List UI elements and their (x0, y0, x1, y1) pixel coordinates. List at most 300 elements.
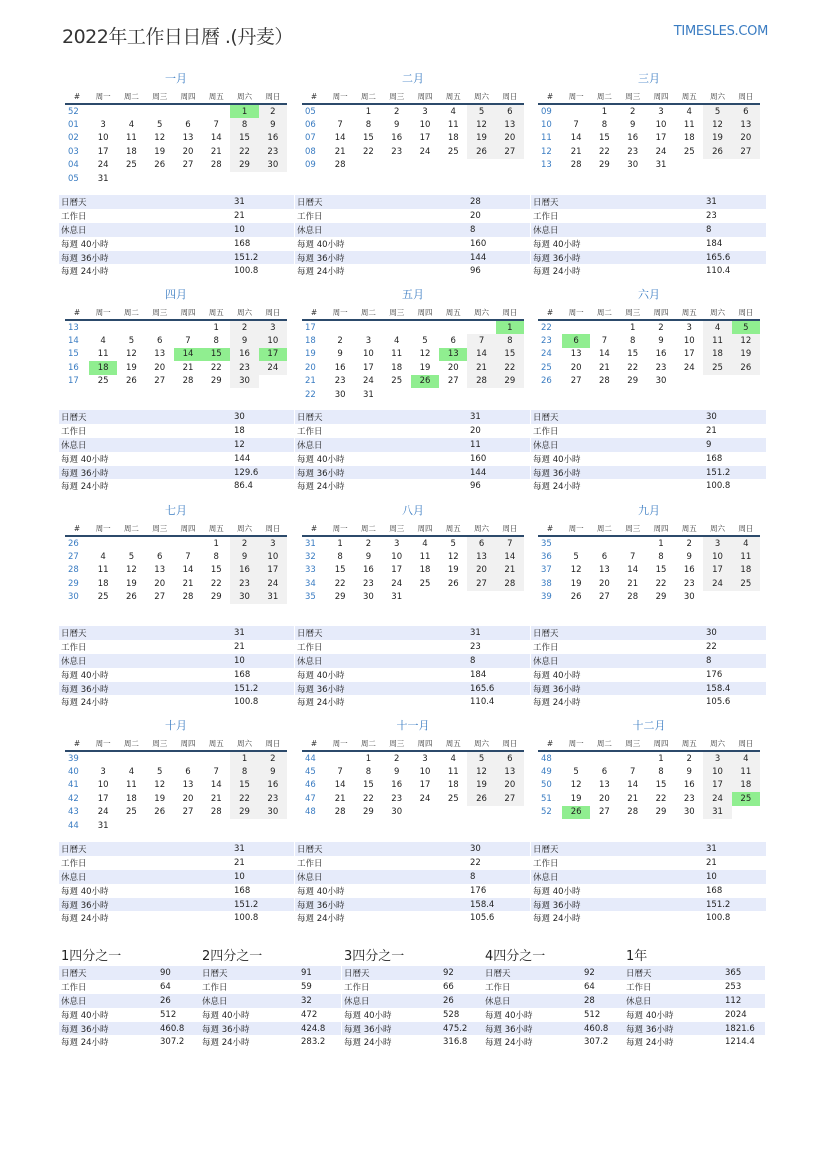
week-number: 40 (68, 767, 79, 778)
day-cell (562, 536, 590, 550)
week-number: 42 (68, 793, 79, 804)
week-row (538, 348, 760, 361)
weekday-header: 周六 (467, 737, 495, 751)
day-cell: 4 (100, 336, 106, 347)
day-cell (732, 591, 760, 604)
weekday-header: 周一 (89, 306, 117, 320)
day-cell (675, 159, 703, 172)
day-cell: 2 (365, 538, 372, 549)
stat-value: 10 (704, 870, 766, 884)
day-cell (703, 159, 731, 172)
day-cell: 10 (419, 767, 431, 778)
stat-label: 每週 24小時 (485, 1038, 533, 1049)
day-cell: 17 (703, 564, 731, 577)
day-cell: 21 (334, 146, 346, 157)
stat-value: 22 (470, 857, 481, 868)
day-cell: 13 (467, 550, 495, 563)
weekday-header: 周日 (732, 737, 760, 751)
day-cell (259, 375, 287, 388)
week-row (538, 550, 760, 563)
day-cell: 1 (629, 322, 636, 333)
stat-value: 23 (706, 210, 717, 221)
stat-value: 8 (704, 654, 766, 668)
stat-value: 283.2 (301, 1037, 326, 1048)
day-cell: 23 (230, 361, 258, 374)
day-cell (467, 591, 495, 604)
weekday-header: 周一 (562, 90, 590, 104)
weekday-header: 周二 (117, 306, 145, 320)
stat-label: 日曆天 (200, 966, 299, 980)
weekday-header: 周二 (354, 522, 382, 536)
stat-label: 日曆天 (531, 410, 704, 424)
day-cell: 28 (182, 592, 194, 603)
stat-label: 休息日 (342, 994, 441, 1008)
day-cell (146, 819, 174, 832)
day-cell: 13 (182, 133, 194, 144)
day-cell (174, 104, 202, 118)
month-stats (531, 626, 766, 709)
stat-value: 184 (470, 669, 487, 680)
day-cell (89, 751, 117, 765)
day-cell: 28 (627, 807, 639, 818)
day-cell: 22 (230, 145, 258, 158)
week-row (538, 751, 760, 765)
weekday-header: 周六 (230, 306, 258, 320)
day-cell: 15 (334, 565, 346, 576)
day-cell: 14 (210, 133, 222, 144)
day-cell: 24 (419, 793, 431, 804)
day-cell: 12 (154, 780, 166, 791)
day-cell: 23 (391, 793, 403, 804)
day-cell: 2 (230, 536, 258, 550)
day-cell: 23 (627, 146, 639, 157)
stat-value: 105.6 (706, 697, 731, 708)
week-row (538, 118, 760, 131)
day-cell: 2 (629, 106, 636, 117)
day-cell: 14 (599, 349, 610, 360)
weekday-header: 周日 (259, 522, 287, 536)
week-row (65, 159, 287, 172)
stat-value: 168 (234, 885, 251, 896)
week-row (65, 792, 287, 805)
month-name: 三月 (638, 72, 660, 85)
stat-value: 2024 (725, 1009, 747, 1020)
weekday-header: 周三 (619, 90, 647, 104)
month-stats (531, 842, 766, 925)
day-cell: 25 (419, 578, 431, 589)
day-cell: 11 (683, 120, 695, 131)
day-cell: 27 (496, 145, 524, 158)
weekday-header: 周四 (647, 522, 675, 536)
day-cell: 28 (334, 807, 346, 818)
weekday-header: 周五 (439, 737, 467, 751)
day-cell: 19 (447, 565, 459, 576)
day-cell: 1 (365, 106, 372, 117)
day-cell: 29 (363, 807, 374, 818)
day-cell (89, 536, 117, 550)
stat-value: 23 (470, 641, 481, 652)
month-8 (302, 504, 524, 604)
weekday-header: 周六 (230, 737, 258, 751)
stat-value: 176 (470, 885, 487, 896)
week-number: 50 (541, 780, 552, 791)
stat-value: 21 (706, 425, 717, 436)
day-cell: 13 (599, 565, 610, 576)
stat-label: 每週 24小時 (533, 482, 581, 493)
day-cell: 28 (627, 592, 639, 603)
stat-label: 工作日 (202, 982, 228, 993)
day-cell: 7 (573, 120, 579, 131)
day-cell (117, 751, 145, 765)
day-cell: 25 (447, 793, 459, 804)
week-row (65, 172, 287, 185)
stat-value: 424.8 (299, 1022, 341, 1036)
weekday-header: # (302, 306, 326, 320)
day-cell: 14 (467, 348, 495, 361)
day-cell: 24 (655, 146, 667, 157)
week-number: 01 (68, 120, 79, 131)
day-cell (562, 104, 590, 118)
day-cell (383, 320, 411, 334)
weekday-header: 周六 (703, 306, 731, 320)
week-row (538, 564, 760, 577)
day-cell: 16 (391, 780, 403, 791)
day-cell: 27 (182, 807, 194, 818)
stat-value: 168 (706, 453, 723, 464)
month-12 (538, 719, 760, 819)
day-cell: 27 (447, 376, 459, 387)
weekday-header: 周二 (590, 306, 618, 320)
stat-label: 日曆天 (483, 966, 582, 980)
quarter-summary (624, 947, 765, 1049)
day-cell: 15 (655, 565, 667, 576)
day-cell: 31 (703, 806, 731, 819)
week-number: 30 (68, 592, 79, 603)
day-cell: 22 (627, 362, 639, 373)
day-cell (202, 819, 230, 832)
weekday-header: 周二 (354, 737, 382, 751)
day-cell: 21 (467, 361, 495, 374)
day-cell: 18 (732, 779, 760, 792)
day-cell: 12 (467, 118, 495, 131)
day-cell: 9 (393, 120, 400, 131)
day-cell: 19 (570, 578, 582, 589)
day-cell: 3 (422, 753, 428, 764)
stat-value: 86.4 (234, 481, 253, 492)
day-cell: 13 (154, 565, 166, 576)
stat-value: 59 (301, 981, 312, 992)
day-cell: 10 (419, 120, 431, 131)
day-cell (411, 159, 439, 172)
day-cell: 5 (128, 336, 135, 347)
day-cell (230, 172, 258, 185)
stat-value: 158.4 (704, 682, 766, 696)
day-cell: 26 (562, 806, 590, 819)
month-table (538, 90, 760, 172)
day-cell: 27 (182, 160, 194, 171)
stat-label: 每週 40小時 (61, 1010, 109, 1021)
day-cell: 18 (97, 578, 109, 589)
week-row (65, 765, 287, 778)
day-cell: 8 (629, 336, 636, 347)
week-row (538, 779, 760, 792)
day-cell: 12 (154, 133, 166, 144)
day-cell (439, 591, 467, 604)
day-cell: 2 (658, 322, 664, 333)
month-stats (295, 842, 530, 925)
day-cell: 8 (601, 120, 608, 131)
day-cell: 2 (393, 753, 400, 764)
day-cell: 25 (97, 592, 109, 603)
day-cell: 5 (156, 767, 163, 778)
day-cell: 19 (154, 793, 166, 804)
stat-label: 每週 24小時 (297, 267, 345, 278)
day-cell (146, 751, 174, 765)
day-cell (259, 172, 287, 185)
stat-value: 460.8 (158, 1022, 200, 1036)
day-cell: 28 (599, 376, 610, 387)
day-cell: 20 (732, 132, 760, 145)
week-row (538, 320, 760, 334)
stat-value: 144 (234, 453, 251, 464)
stat-label: 每週 24小時 (626, 1038, 674, 1049)
day-cell: 8 (230, 118, 258, 131)
day-cell (230, 819, 258, 832)
week-row (65, 536, 287, 550)
stat-value: 144 (468, 466, 530, 480)
stat-label: 工作日 (297, 858, 323, 869)
day-cell: 6 (496, 104, 524, 118)
weekday-header: 周一 (562, 522, 590, 536)
week-row (65, 564, 287, 577)
day-cell (411, 591, 439, 604)
stat-label: 休息日 (59, 438, 232, 452)
day-cell: 30 (230, 591, 258, 604)
day-cell: 25 (391, 376, 403, 387)
stat-label: 休息日 (295, 870, 468, 884)
month-name: 四月 (165, 288, 187, 301)
day-cell: 25 (447, 146, 459, 157)
week-number: 16 (68, 362, 79, 373)
week-number: 52 (68, 106, 79, 117)
stat-value: 472 (301, 1009, 318, 1020)
month-stats (59, 626, 294, 709)
weekday-header: 周三 (619, 522, 647, 536)
day-cell: 18 (703, 348, 731, 361)
stat-label: 每週 40小時 (485, 1010, 533, 1021)
day-cell: 15 (202, 348, 230, 361)
day-cell: 2 (230, 320, 258, 334)
day-cell: 7 (629, 767, 636, 778)
stat-label: 每週 36小時 (295, 466, 468, 480)
day-cell: 6 (601, 552, 608, 563)
week-number: 12 (541, 146, 552, 157)
day-cell: 19 (467, 779, 495, 792)
day-cell: 30 (363, 592, 374, 603)
stat-label: 休息日 (59, 654, 232, 668)
week-number: 37 (541, 565, 552, 576)
day-cell: 4 (703, 320, 731, 334)
day-cell: 7 (185, 552, 191, 563)
day-cell: 29 (230, 806, 258, 819)
day-cell (467, 320, 495, 334)
stat-value: 100.8 (706, 913, 731, 924)
day-cell: 4 (393, 336, 400, 347)
day-cell: 25 (126, 807, 137, 818)
stat-value: 100.8 (234, 266, 259, 277)
day-cell: 2 (259, 751, 287, 765)
day-cell: 15 (655, 780, 667, 791)
weekday-header: 周一 (562, 306, 590, 320)
week-number: 20 (305, 362, 316, 373)
week-number: 33 (305, 565, 316, 576)
stat-value: 151.2 (232, 251, 294, 265)
day-cell: 10 (97, 780, 109, 791)
day-cell: 24 (391, 578, 403, 589)
day-cell: 6 (732, 104, 760, 118)
day-cell: 7 (185, 336, 191, 347)
site-link[interactable]: TIMESLES.COM (673, 24, 768, 39)
day-cell: 27 (599, 807, 610, 818)
day-cell: 17 (419, 780, 431, 791)
month-name: 六月 (638, 288, 660, 301)
stat-value: 30 (704, 410, 766, 424)
day-cell: 9 (393, 767, 400, 778)
day-cell: 15 (363, 133, 374, 144)
day-cell: 29 (230, 159, 258, 172)
day-cell: 9 (629, 120, 636, 131)
day-cell: 19 (467, 132, 495, 145)
day-cell: 12 (126, 349, 137, 360)
week-number: 29 (68, 578, 79, 589)
day-cell: 30 (683, 807, 695, 818)
stat-value: 151.2 (704, 466, 766, 480)
stat-label: 每週 24小時 (297, 914, 345, 925)
day-cell: 8 (365, 120, 372, 131)
day-cell: 21 (182, 362, 194, 373)
day-cell: 17 (259, 564, 287, 577)
week-row (65, 320, 287, 334)
stat-value: 10 (232, 223, 294, 237)
day-cell: 3 (703, 536, 731, 550)
day-cell: 6 (156, 552, 163, 563)
weekday-header: 周三 (619, 737, 647, 751)
day-cell: 3 (658, 106, 664, 117)
month-7 (65, 504, 287, 604)
week-number: 22 (541, 322, 552, 333)
week-row (302, 320, 524, 334)
day-cell: 20 (154, 578, 166, 589)
week-number: 39 (68, 753, 79, 764)
day-cell: 4 (450, 106, 456, 117)
week-number: 27 (68, 552, 79, 563)
day-cell: 10 (259, 334, 287, 347)
day-cell (590, 536, 618, 550)
stat-value: 11 (468, 438, 530, 452)
weekday-header: # (65, 522, 89, 536)
weekday-header: 周二 (117, 737, 145, 751)
week-row (65, 361, 287, 374)
weekday-header: 周四 (647, 90, 675, 104)
day-cell: 30 (334, 389, 346, 400)
day-cell: 12 (570, 565, 582, 576)
week-row (302, 564, 524, 577)
day-cell: 26 (411, 375, 439, 388)
stat-label: 每週 40小時 (533, 886, 581, 897)
day-cell (703, 375, 731, 388)
stat-label: 休息日 (59, 223, 232, 237)
stat-value: 105.6 (470, 913, 495, 924)
day-cell: 22 (230, 792, 258, 805)
day-cell (411, 320, 439, 334)
week-row (65, 132, 287, 145)
day-cell: 6 (496, 751, 524, 765)
month-stats (59, 842, 294, 925)
stat-label: 每週 36小時 (531, 466, 704, 480)
day-cell: 20 (182, 793, 194, 804)
day-cell: 31 (97, 820, 109, 831)
day-cell: 3 (365, 336, 372, 347)
weekday-header: 周一 (89, 737, 117, 751)
stat-value: 64 (584, 981, 595, 992)
day-cell: 4 (450, 753, 456, 764)
day-cell: 30 (683, 592, 695, 603)
week-number: 48 (541, 753, 552, 764)
day-cell: 6 (156, 336, 163, 347)
day-cell: 12 (419, 349, 431, 360)
day-cell: 16 (683, 565, 695, 576)
quarter-title: 2四分之一 (202, 949, 263, 964)
day-cell: 3 (100, 120, 106, 131)
stat-value: 316.8 (443, 1037, 468, 1048)
day-cell: 19 (126, 578, 137, 589)
weekday-header: 周二 (354, 90, 382, 104)
stat-value: 30 (704, 626, 766, 640)
day-cell: 15 (627, 349, 639, 360)
day-cell: 29 (655, 592, 667, 603)
week-row (538, 375, 760, 388)
stat-label: 日曆天 (59, 626, 232, 640)
day-cell: 29 (334, 592, 346, 603)
day-cell: 3 (422, 106, 428, 117)
weekday-header: 周一 (562, 737, 590, 751)
week-row (538, 159, 760, 172)
weekday-header: # (65, 306, 89, 320)
day-cell: 31 (97, 173, 109, 184)
stat-label: 每週 24小時 (344, 1038, 392, 1049)
stat-value: 21 (234, 641, 245, 652)
weekday-header: 周三 (383, 306, 411, 320)
stat-label: 每週 40小時 (61, 886, 109, 897)
week-row (65, 819, 287, 832)
week-number: 13 (68, 322, 79, 333)
day-cell: 23 (363, 578, 374, 589)
day-cell: 4 (128, 120, 135, 131)
stat-value: 92 (582, 966, 624, 980)
week-row (538, 361, 760, 374)
stat-label: 工作日 (344, 982, 370, 993)
day-cell: 27 (467, 577, 495, 590)
day-cell: 27 (154, 592, 166, 603)
day-cell: 26 (154, 807, 166, 818)
day-cell: 25 (683, 146, 695, 157)
day-cell: 3 (259, 320, 287, 334)
day-cell: 23 (655, 362, 667, 373)
month-table (302, 522, 524, 604)
stat-value: 21 (706, 857, 717, 868)
day-cell (117, 320, 145, 334)
day-cell (732, 806, 760, 819)
